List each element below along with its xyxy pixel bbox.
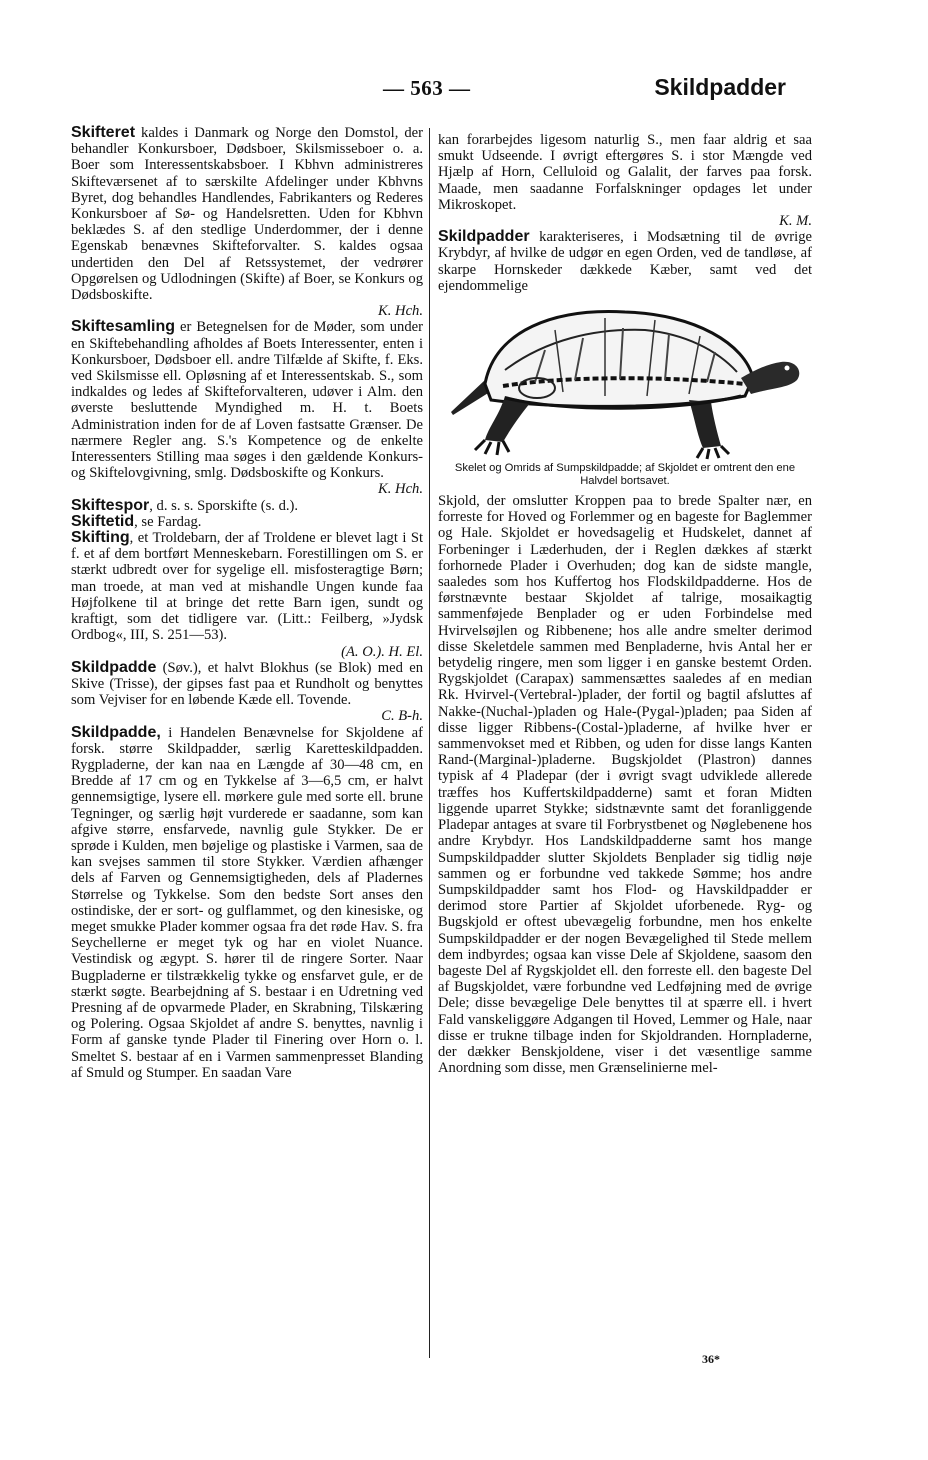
entry-skildpadde-trade — [71, 725, 423, 1081]
entry-skildpadder — [438, 229, 812, 294]
entry-lemma: Skiftesamling — [71, 318, 176, 336]
entry-signature: K. Hch. — [378, 303, 423, 320]
right-column — [438, 132, 812, 1076]
entry-text: , d. s. s. Sporskifte (s. d.). — [149, 497, 299, 514]
entry-signature: (A. O.). H. El. — [341, 643, 423, 660]
page-header — [0, 70, 928, 106]
entry-continuation — [438, 132, 812, 229]
entry-text: karakteriseres, i Modsætning til de øvrige Krybdyr, af hvilke de udgør en egen Orden, ved de tandløse, af skarpe Hornskeder dækkede Kæber, samt ved det ejendommelige — [438, 229, 812, 294]
entry-lemma: Skifting — [71, 529, 130, 547]
entry-skildpadder-body — [438, 493, 812, 1076]
entry-text: kan forarbejdes ligesom naturlig S., men faar aldrig et saa smukt Udseende. I øvrigt eftergøres S. i stor Mængde ved Hjælp af Horn, Celluloid og Galalit, der farves paa forsk. Maade, men saadanne Forfalskninger opdages let under Mikroskopet. — [438, 132, 812, 213]
entry-text: (Søv.), et halvt Blokhus (se Blok) med en Skive (Trisse), der gipses fast paa et Rundholt og benyttes som Vejviser for en løbende Kæde ell. Tovende. — [71, 659, 423, 709]
entry-lemma: Skiftespor — [71, 496, 150, 514]
entry-skifteret — [71, 125, 423, 319]
entry-skiftespor — [71, 498, 423, 514]
entry-signature: K. M. — [779, 213, 812, 230]
entry-skifting — [71, 530, 423, 660]
entry-signature: K. Hch. — [378, 481, 423, 498]
left-column — [71, 125, 423, 1081]
entry-skiftesamling — [71, 319, 423, 497]
running-head: Skildpadder — [654, 74, 786, 100]
figure-caption: Skelet og Omrids af Sumpskildpadde; af Skjoldet er omtrent den ene Halvdel bortsavet. — [454, 462, 796, 487]
page-number: — 563 — — [383, 76, 471, 100]
entry-lemma: Skildpadde, — [71, 723, 161, 741]
entry-lemma: Skildpadde — [71, 658, 157, 676]
signature-mark: 36* — [702, 1352, 720, 1366]
entry-text: Skjold, der omslutter Kroppen paa to brede Spalter nær, en forreste for Hoved og Forlemmer og en bageste for Baglemmer og Hale. Skjoldet er hovedsagelig et Hudskelet, dannet af Forbeninger i Læderhuden, der i Reglen dækkes af stærkt forhornede Plader i Overhuden; dog kan de sidste mangle, saaledes som hos Kuffertog hos Flodskildpadderne. Hos de førstnævnte bestaar Skjoldet af talrige, mosaikagtig sammenføjede Benplader og er uden Forbindelse med Hvirvelsøjlen og Ribbenene; hos alle andre smelter derimod disse Skeletdele sammen med Benpladerne, hvis Antal her er betydelig ringere, men som ligger i en ganske bestemt Orden. Rygskjoldet (Carapax) sammensættes saaledes af en median Rk. Hvirvel-(Vertebral-)plader, der fortil og bagtil afsluttes af Nakke-(Nuchal-)pladen og Hale-(Pygal-)pladen; paa Siden af disse ligger Ribbens-(Costal-)pladerne, af hvilke hver er sammenvokset med et Ribben, og uden for disse langs Kanten Rand-(Marginal-)pladerne. Bugskjoldet (Plastron) dannes typisk af 4 Pladepar (der i øvrigt svagt udviklede allerede træffes hos Kuffertskildpadderne) samt et foran Midten liggende uparret Stykke; sidstnævnte samt det foranliggende Pladepar antages at svare til Forbrystbenet og Nøglebenene hos andre Krybdyr. Hos Landskildpadderne samt hos mange Sumpskildpadder slutter Skjoldets Benplader sig tidlig nøje sammen og er forbundne ved takkede Sømme; hos andre Sumpskildpadder samt hos Flod- og Havskildpadder er derimod store Partier af Skjoldet uforbenede. Ryg- og Bugskjold er oftest ubevægelig forbundne, men hos enkelte Sumpskildpadder er der nogen Bevægelighed til Stede mellem dem indbyrdes; ogsaa kan visse Dele af Skjoldene, saasom den bageste Del af Rygskjoldet ell. den forreste ell. den bageste Del af Bugskjoldet, være forbundne ved Ledføjning med de øvrige Dele; disse bevægelige Dele benyttes til at spærre ell. i hvert Fald vanskeliggøre Adgangen til Hoved, Lemmer og Hale, naar disse er trukne tilbage inden for Skjoldranden. Hornpladerne, der dækker Benskjoldene, viser i det væsentlige samme Anordning som disse, men Grænselinierne mel- — [438, 493, 812, 1077]
entry-text: , et Troldebarn, der af Troldene er blevet lagt i St f. et af dem bortført Menneskebarn. Forestillingen om S. er stærkt udbredt over for sygelige ell. misfosteragtige Børn; man troede, at man ved at mishandle Ungen kunde faa Højfolkene til at bringe det rette Barn igen, sundt og kraftigt, som det tidligere var. (Litt.: Feilberg, »Jydsk Ordbog«, III, S. 251—53). — [71, 530, 423, 644]
entry-text: , se Fardag. — [134, 513, 202, 530]
entry-text: kaldes i Danmark og Norge den Domstol, der behandler Konkursboer, Dødsboer, Skilsmisseboer o. a. Boer som Interessentskabsboer. I Kbhvn administreres Skifteværsenet af to særskilte Afdelinger under Kbhvns Byret, dog behandles Handlendes, Fabrikanters og Rederes Konkursboer af Sø- og Handelsretten. Uden for Kbhvn beklædes S. af den stedlige Underdommer, der i denne Egenskab benævnes Skifteforvalter. S. kaldes ogsaa undertiden den Del af Retssystemet, der vedrører Opgørelsen og Udlodningen (Skifte) af Boer, se Konkurs og Dødsboskifte. — [71, 125, 423, 304]
entry-skiftetid — [71, 514, 423, 530]
turtle-skeleton-illustration — [445, 300, 805, 460]
entry-text: i Handelen Benævnelse for Skjoldene af forsk. større Skildpadder, særlig Karetteskildpadden. Rygpladerne, der kan naa en Længde af 30—48 cm, en Bredde af 17 cm og en Tykkelse af 3—6,5 cm, er halvt gennemsigtige, lysere ell. mørkere gule med sorte ell. brune Tegninger, og særlig højt vurderede er saadanne, som kan afgive større, ensfarvede, navnlig gule Stykker. De er sprøde i Kulden, men bøjelige og plastiske i Varmen, saa de kan svejses sammen til store Stykker. Værdien afhænger dels af Farven og Gennemsigtigheden, dels af Pladernes Størrelse og Tykkelse. Som den bedste Sort anses den ostindiske, der er sort- og gulflammet, og den kinesiske, og meget smukke Plader kommer ogsaa fra det røde Hav. S. fra Seychellerne er meget tyk og har en violet Nuance. Vestindisk og ægypt. S. hører til de ringere Sorter. Naar Bugpladerne er tilstrækkelig tykke og ensfarvet gule, er de stærkt søgte. Bearbejdning af S. bestaar i en Udretning ved Presning af de opvarmede Plader, en Skrabning, Tilskæring og Polering. Ogsaa Skjoldet af andre S. benyttes, navnlig i Form af ganske tynde Plader til Finering over Horn o. l. Smeltet S. bestaar af en i Varmen sammenpresset Blanding af Smuld og Stumper. En saadan Vare — [71, 724, 423, 1081]
entry-signature: C. B-h. — [381, 708, 423, 725]
turtle-skeleton-figure — [438, 300, 812, 487]
entry-text: er Betegnelsen for de Møder, som under en Skiftebehandling afholdes af Boets Interessenter, enten i Konkursboer, Dødsboer ell. andre Tilfælde af Skifte, f. Eks. ved Skilsmisse ell. Opløsning af et Interessentskab. S., som indkaldes og ledes af Skifteforvalteren, udøver i Alm. den øverste besluttende Myndighed m. H. t. Boets Administration inden for de af Loven fastsatte Grænser. De nærmere Regler ang. S.'s Kompetence og de enkelte Interessenters Stilling maa søges i den gældende Konkurs- og Skiftelovgivning, smlg. Dødsboskifte og Konkurs. — [71, 319, 423, 482]
entry-lemma: Skiftetid — [71, 512, 135, 530]
entry-skildpadde-nautical — [71, 660, 423, 725]
entry-lemma: Skildpadder — [438, 228, 530, 246]
entry-lemma: Skifteret — [71, 124, 136, 141]
column-divider — [429, 128, 430, 1358]
